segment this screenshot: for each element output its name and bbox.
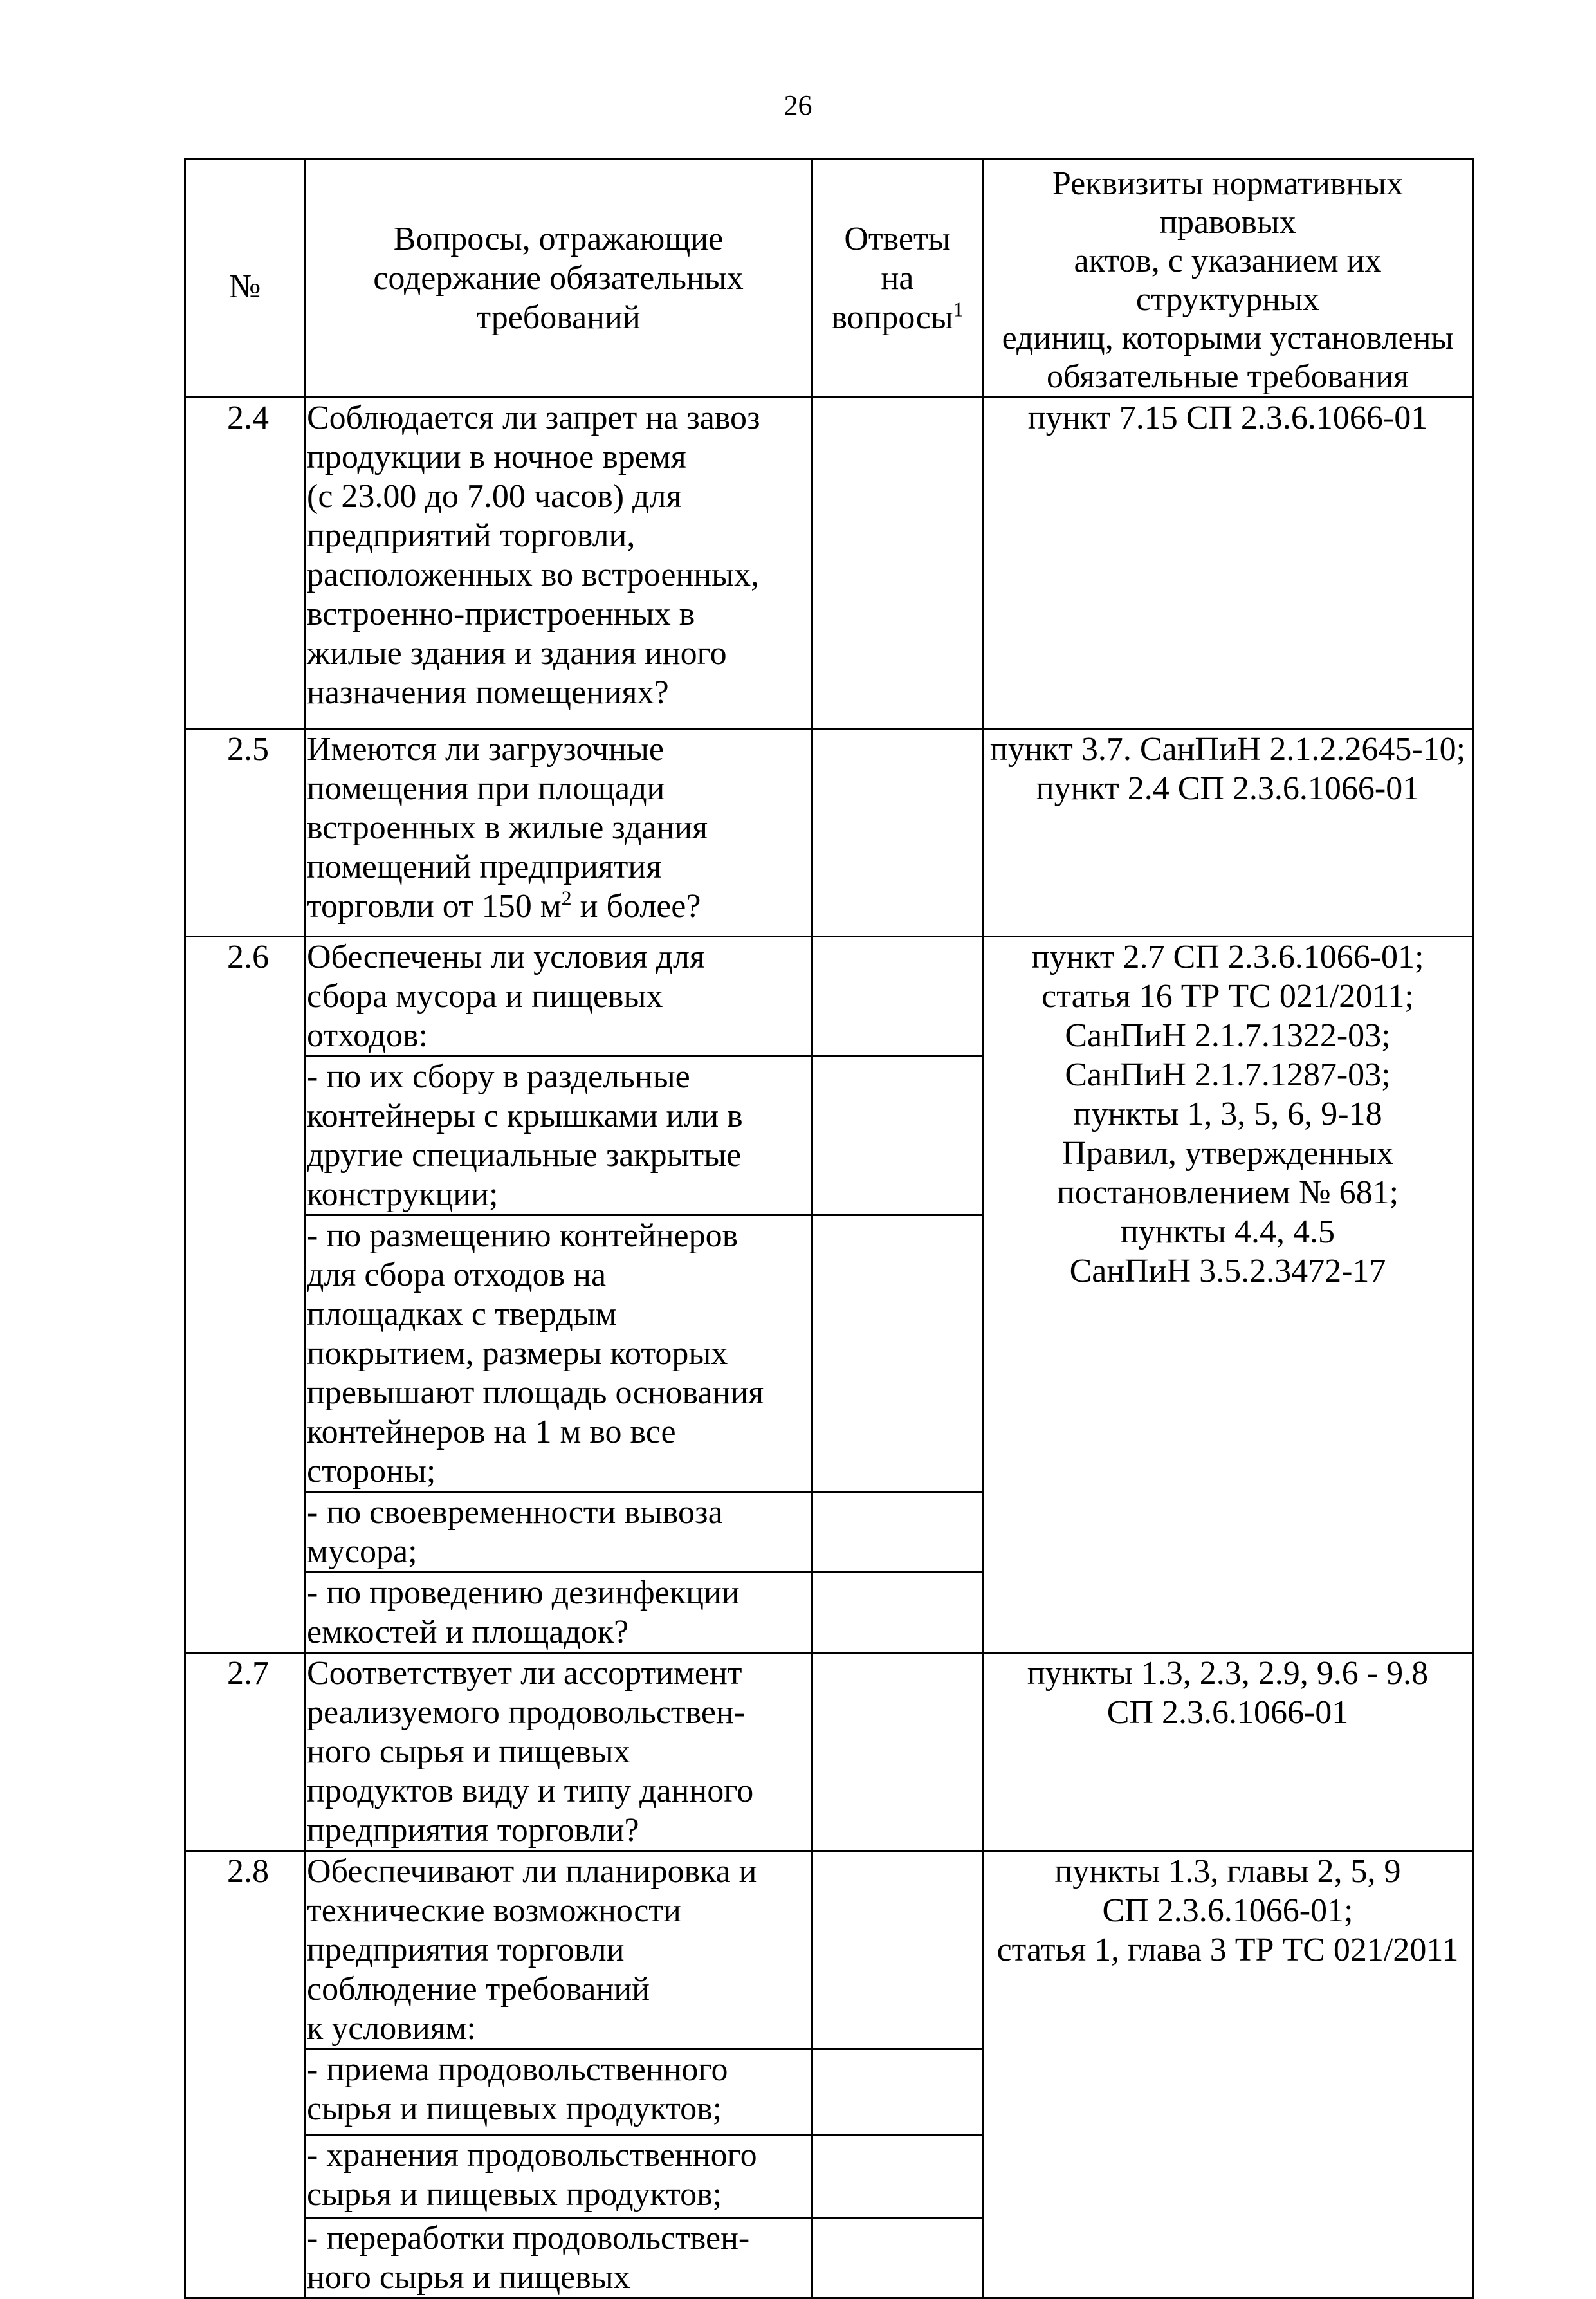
sub-question [305,2135,812,2218]
question-line: встроенных в жилые здания [307,809,708,846]
question-line: расположенных во встроенных, [307,557,760,593]
row-question [305,398,812,729]
answer-cell[interactable] [812,1653,983,1851]
question-line: - переработки продовольствен- [307,2220,750,2257]
answer-cell[interactable] [812,2135,983,2218]
question-line: (с 23.00 до 7.00 часов) для [307,478,682,515]
requirements-table [184,158,1474,2299]
row-number: 2.4 [185,398,305,729]
table-row [185,1851,1473,2049]
question-line: реализуемого продовольствен- [307,1694,746,1731]
header-requisites-line: обязательные требования [1046,358,1409,395]
requisites-line: пункт 2.4 СП 2.3.6.1066-01 [1036,770,1420,807]
question-line: помещения при площади [307,770,665,807]
requisites-line: постановлением № 681; [1056,1174,1399,1211]
header-answer-line-last [813,298,982,337]
table-row [185,1653,1473,1851]
question-line: конструкции; [307,1176,499,1213]
requisites-line: статья 1, глава 3 ТР ТС 021/2011 [996,1932,1459,1968]
header-question [305,159,812,398]
header-requisites [983,159,1473,398]
question-line: сбора мусора и пищевых [307,978,663,1015]
question-line: стороны; [307,1453,436,1490]
question-line: Обеспечивают ли планировка и [307,1853,757,1890]
sub-question [305,1057,812,1215]
requisites-line: СанПиН 2.1.7.1287-03; [1065,1057,1391,1093]
question-line [307,887,811,926]
question-line: - хранения продовольственного [307,2137,757,2174]
answer-cell[interactable] [812,937,983,1057]
page-number: 26 [784,89,812,121]
header-number: № [185,159,305,398]
question-text: торговли от 150 м [307,888,562,925]
requisites-line: пункты 1.3, 2.3, 2.9, 9.6 - 9.8 [1027,1655,1429,1692]
requisites-cell [983,1851,1473,2298]
requisites-line: пункт 7.15 СП 2.3.6.1066-01 [1027,400,1428,436]
requisites-line: СП 2.3.6.1066-01 [1106,1694,1349,1731]
header-requisites-line: единиц, которыми установлены [1002,320,1454,356]
answer-cell[interactable] [812,1851,983,2049]
question-line: встроенно-пристроенных в [307,596,695,632]
question-line: жилые здания и здания иного [307,635,727,672]
requisites-line: пункты 1.3, главы 2, 5, 9 [1054,1853,1401,1890]
question-line: контейнеры с крышками или в [307,1098,743,1134]
question-line: мусора; [307,1533,417,1570]
header-question-line: Вопросы, отражающие [393,220,724,257]
question-line: к условиям: [307,2010,476,2047]
row-number: 2.6 [185,937,305,1653]
requisites-line: пункт 3.7. СанПиН 2.1.2.2645-10; [989,731,1466,768]
answer-cell[interactable] [812,1057,983,1215]
answer-cell[interactable] [812,398,983,729]
sub-question [305,2049,812,2135]
question-line: продукции в ночное время [307,439,686,475]
table-header-row [185,159,1473,398]
question-line: покрытием, размеры которых [307,1335,728,1372]
question-line: - приема продовольственного [307,2051,728,2088]
question-line: ного сырья и пищевых [307,1733,630,1770]
question-line: - по их сбору в раздельные [307,1058,690,1095]
question-line: - по своевременности вывоза [307,1494,723,1531]
question-line: - по размещению контейнеров [307,1217,738,1254]
question-line: продуктов виду и типу данного [307,1773,754,1809]
answer-cell[interactable] [812,2218,983,2298]
header-requisites-line: Реквизиты нормативных правовых [1052,165,1404,241]
sub-question [305,2218,812,2298]
question-line: Соблюдается ли запрет на завоз [307,400,760,436]
requisites-cell [983,1653,1473,1851]
requisites-line: пункт 2.7 СП 2.3.6.1066-01; [1031,939,1424,975]
answer-cell[interactable] [812,1215,983,1492]
question-line: для сбора отходов на [307,1257,607,1293]
table-row [185,398,1473,729]
question-line: ного сырья и пищевых [307,2259,630,2296]
sub-question [305,1215,812,1492]
answer-cell[interactable] [812,1573,983,1653]
table-row [185,729,1473,937]
question-line: соблюдение требований [307,1971,650,2008]
row-number: 2.8 [185,1851,305,2298]
requisites-line: Правил, утвержденных [1061,1135,1394,1172]
question-line: другие специальные закрытые [307,1137,742,1174]
question-line: предприятий торговли, [307,517,636,554]
row-question [305,937,812,1057]
footnote-marker: 1 [953,297,964,321]
header-answer-line: Ответы [844,220,951,257]
question-line: предприятия торговли? [307,1812,639,1849]
row-question [305,729,812,937]
superscript: 2 [561,886,572,910]
answer-cell[interactable] [812,729,983,937]
question-line: емкостей и площадок? [307,1614,629,1650]
question-line: сырья и пищевых продуктов; [307,2176,722,2213]
answer-cell[interactable] [812,1492,983,1573]
question-line: отходов: [307,1017,428,1054]
header-question-line: требований [476,299,641,336]
question-line: сырья и пищевых продуктов; [307,2091,722,2127]
row-question [305,1653,812,1851]
question-line: Имеются ли загрузочные [307,731,664,768]
requisites-cell [983,398,1473,729]
question-line: технические возможности [307,1892,681,1929]
sub-question [305,1492,812,1573]
question-line: превышают площадь основания [307,1374,764,1411]
requisites-line: СанПиН 3.5.2.3472-17 [1069,1253,1386,1289]
header-answer [812,159,983,398]
table-row [185,937,1473,1057]
requisites-cell [983,729,1473,937]
header-answer-text: вопросы [831,299,953,336]
question-text: и более? [571,888,701,925]
answer-cell[interactable] [812,2049,983,2135]
question-line: контейнеров на 1 м во все [307,1414,676,1450]
requisites-cell [983,937,1473,1653]
question-line: Соответствует ли ассортимент [307,1655,742,1692]
requisites-line: СанПиН 2.1.7.1322-03; [1065,1017,1391,1054]
row-question [305,1851,812,2049]
question-line: Обеспечены ли условия для [307,939,705,975]
header-answer-line: на [881,259,914,297]
requisites-line: пункты 1, 3, 5, 6, 9-18 [1073,1096,1382,1132]
header-question-line: содержание обязательных [373,259,744,297]
question-line: предприятия торговли [307,1932,625,1968]
question-line: площадках с твердым [307,1296,617,1333]
question-line: назначения помещениях? [307,674,669,711]
row-number: 2.5 [185,729,305,937]
row-number: 2.7 [185,1653,305,1851]
sub-question [305,1573,812,1653]
question-line: - по проведению дезинфекции [307,1574,740,1611]
requisites-line: пункты 4.4, 4.5 [1121,1214,1335,1250]
question-line: помещений предприятия [307,849,662,885]
requisites-line: СП 2.3.6.1066-01; [1102,1892,1353,1929]
requisites-line: статья 16 ТР ТС 021/2011; [1041,978,1414,1015]
header-requisites-line: актов, с указанием их структурных [1074,243,1382,318]
